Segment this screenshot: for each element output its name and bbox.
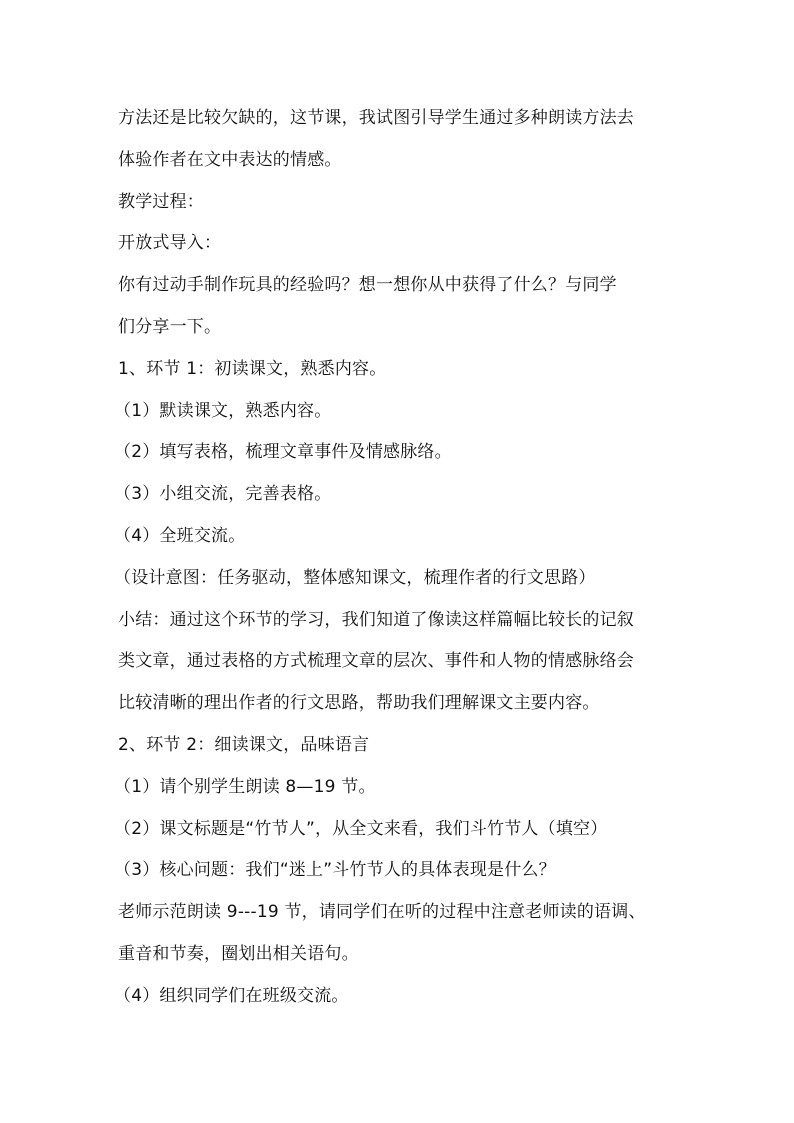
list-item: （2）课文标题是“竹节人”，从全文来看，我们斗竹节人（填空） bbox=[114, 818, 608, 839]
section-heading: 教学过程： bbox=[118, 191, 204, 212]
list-item: （1）默读课文，熟悉内容。 bbox=[114, 400, 332, 421]
summary-line: 类文章，通过表格的方式梳理文章的层次、事件和人物的情感脉络会 bbox=[118, 651, 634, 672]
document-page bbox=[114, 98, 688, 1018]
list-item: （1）请个别学生朗读 8—19 节。 bbox=[114, 776, 376, 797]
list-item: （2）填写表格，梳理文章事件及情感脉络。 bbox=[114, 442, 452, 463]
summary-line: 小结：通过这个环节的学习，我们知道了像读这样篇幅比较长的记叙 bbox=[118, 609, 634, 630]
step-heading: 2、环节 2：细读课文，品味语言 bbox=[118, 734, 370, 755]
paragraph-line: 重音和节奏，圈划出相关语句。 bbox=[118, 943, 359, 964]
list-item: （4）全班交流。 bbox=[114, 525, 246, 546]
design-intent-note: （设计意图：任务驱动，整体感知课文，梳理作者的行文思路） bbox=[114, 567, 596, 588]
paragraph-line: 你有过动手制作玩具的经验吗？想一想你从中获得了什么？与同学 bbox=[118, 275, 617, 296]
paragraph-line: 们分享一下。 bbox=[118, 316, 222, 337]
paragraph-line: 老师示范朗读 9---19 节，请同学们在听的过程中注意老师读的语调、 bbox=[118, 902, 646, 923]
section-heading: 开放式导入： bbox=[118, 233, 222, 254]
list-item: （4）组织同学们在班级交流。 bbox=[114, 985, 349, 1006]
list-item: （3）核心问题：我们“迷上”斗竹节人的具体表现是什么？ bbox=[114, 860, 556, 881]
paragraph-line: 体验作者在文中表达的情感。 bbox=[118, 149, 342, 170]
paragraph-line: 方法还是比较欠缺的，这节课，我试图引导学生通过多种朗读方法去 bbox=[118, 108, 634, 128]
list-item: （3）小组交流，完善表格。 bbox=[114, 484, 332, 505]
step-heading: 1、环节 1：初读课文，熟悉内容。 bbox=[118, 358, 387, 379]
summary-line: 比较清晰的理出作者的行文思路，帮助我们理解课文主要内容。 bbox=[118, 693, 600, 714]
